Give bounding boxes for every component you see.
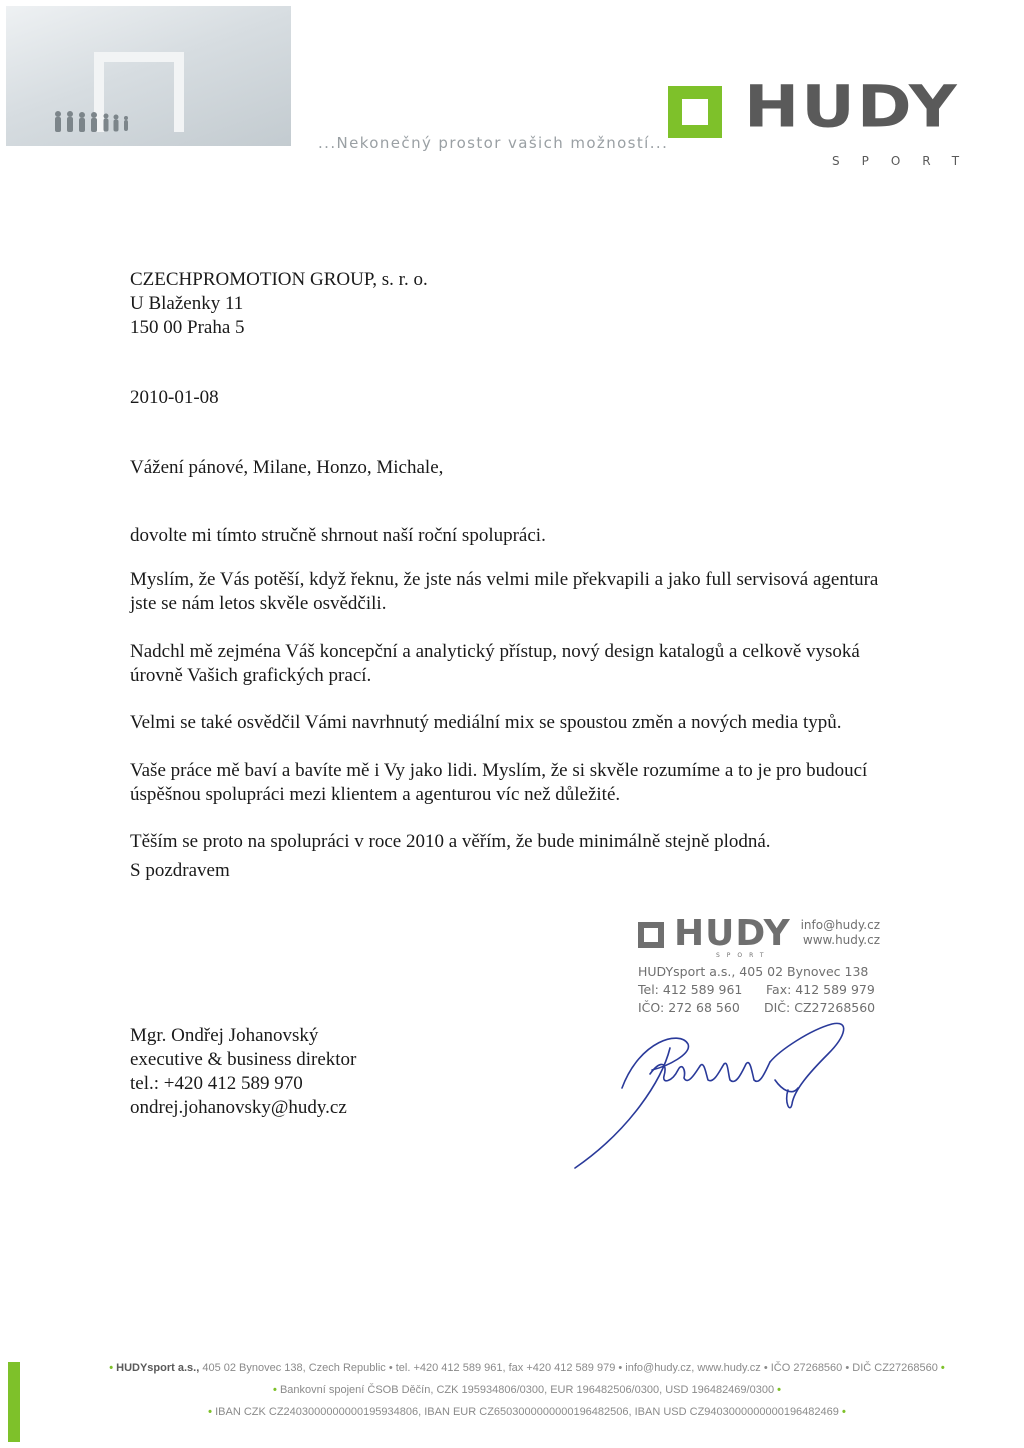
footer-text: Bankovní spojení ČSOB Děčín, CZK 195934806/0300, EUR 196482506/0300, USD 196482469/0300	[279, 1384, 775, 1396]
stamp-ico: IČO: 272 68 560	[638, 1000, 740, 1015]
stamp-web: www.hudy.cz	[802, 933, 880, 947]
sender-role: executive & business direktor	[130, 1049, 357, 1070]
body-paragraph: dovolte mi tímto stručně shrnout naší roční spolupráci.	[130, 525, 546, 546]
body-paragraph: Těším se proto na spolupráci v roce 2010 a věřím, že bude minimálně stejně plodná.	[130, 831, 771, 852]
stamp-email: info@hudy.cz	[800, 918, 880, 932]
bullet-icon: •	[841, 1406, 846, 1418]
sender-block	[130, 1024, 930, 1120]
letter-date: 2010-01-08	[130, 387, 219, 408]
footer-line	[30, 1406, 1024, 1418]
bullet-icon: •	[273, 1384, 277, 1396]
recipient-line: 150 00 Praha 5	[130, 317, 245, 338]
footer-line	[30, 1362, 1024, 1374]
body-paragraph: Vaše práce mě baví a bavíte mě i Vy jako lidi. Myslím, že si skvěle rozumíme a to je pro budoucí úspěšnou spolupráci mezi klientem a agenturou víc než důležité.	[130, 760, 868, 805]
bullet-icon: •	[940, 1362, 945, 1374]
footer-company: HUDYsport a.s.,	[116, 1362, 200, 1374]
body-paragraph: Nadchl mě zejména Váš koncepční a analytický přístup, nový design katalogů a celkově vysoká úrovně Vašich grafických prací.	[130, 641, 860, 686]
stamp-dic: DIČ: CZ27268560	[764, 1000, 876, 1015]
stamp-contacts	[794, 918, 880, 948]
salutation: Vážení pánové, Milane, Honzo, Michale,	[130, 457, 444, 478]
footer-text: IBAN CZK CZ2403000000000195934806, IBAN EUR CZ6503000000000196482506, IBAN USD CZ9403000000000196482469	[215, 1406, 839, 1418]
stamp-tel: Tel: 412 589 961	[638, 982, 743, 997]
header-photo	[6, 6, 291, 146]
bullet-icon: •	[208, 1406, 213, 1418]
sender-name: Mgr. Ondřej Johanovský	[130, 1025, 319, 1046]
closing: S pozdravem	[130, 860, 230, 881]
footer-accent-bar	[8, 1362, 20, 1442]
recipient-address	[130, 268, 930, 340]
body-paragraph: Myslím, že Vás potěší, když řeknu, že jste nás velmi mile překvapili a jako full servisová agentura jste se nám letos skvěle osvědčili.	[130, 569, 879, 614]
footer-text: 405 02 Bynovec 138, Czech Republic • tel. +420 412 589 961, fax +420 412 589 979 • info@hudy.cz, www.hudy.cz • IČO 27268560 • DIČ CZ27268560	[202, 1362, 938, 1374]
logo-square-icon	[668, 86, 722, 138]
stamp-wordmark: HUDY	[674, 913, 791, 954]
stamp-square-icon	[638, 922, 664, 948]
body-paragraph: Velmi se také osvědčil Vámi navrhnutý mediální mix se spoustou změn a nových media typů.	[130, 712, 842, 733]
walkers-silhouette-icon	[52, 110, 142, 134]
logo-wordmark: HUDY	[744, 72, 959, 141]
bullet-icon: •	[109, 1362, 114, 1374]
recipient-line: U Blaženky 11	[130, 293, 244, 314]
recipient-line: CZECHPROMOTION GROUP, s. r. o.	[130, 269, 428, 290]
sender-phone: tel.: +420 412 589 970	[130, 1073, 303, 1094]
stamp-fax: Fax: 412 589 979	[766, 982, 875, 997]
bullet-icon: •	[777, 1384, 781, 1396]
footer-line	[30, 1384, 1024, 1396]
header-tagline: ...Nekonečný prostor vašich možností...	[318, 134, 669, 152]
logo-subtitle: SPORT	[832, 154, 982, 168]
stamp-company: HUDYsport a.s., 405 02 Bynovec 138	[638, 964, 869, 979]
hudy-logo	[668, 72, 982, 170]
stamp-subtitle: SPORT	[716, 952, 771, 959]
sender-email: ondrej.johanovsky@hudy.cz	[130, 1097, 347, 1118]
